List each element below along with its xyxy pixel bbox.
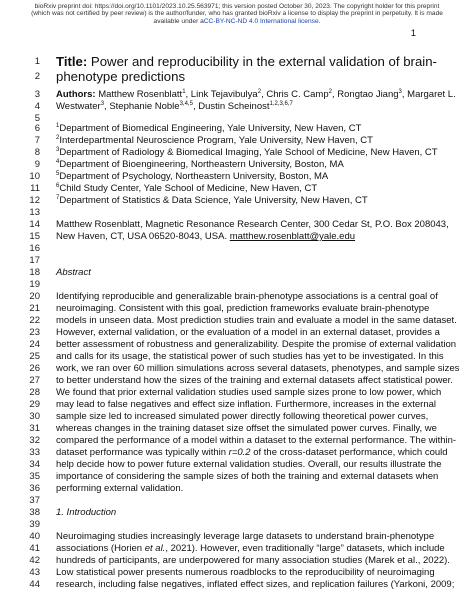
line-number: 40 [29, 531, 40, 542]
paper-title-line: phenotype predictions [56, 69, 186, 84]
line-number: 38 [29, 507, 40, 518]
line-number: 37 [29, 495, 40, 506]
line-number: 12 [29, 195, 40, 206]
affiliation: $^4$Department of Bioengineering, Northeastern University, Boston, MA [56, 158, 344, 170]
affiliation: $^3$Department of Radiology & Biomedical Imaging, Yale School of Medicine, New Haven, CT [56, 146, 438, 158]
body-text-line: whereas changes in the training dataset size offset the simulated power curves. Finally, we [56, 423, 437, 434]
body-text-line: and calls for its usage, the statistical power of such studies has yet to be investigated. In this [56, 351, 444, 362]
body-text-line: may lead to false negatives and effect size inflation. Furthermore, increases in the external [56, 399, 437, 410]
line-number: 5 [34, 113, 40, 124]
line-number: 10 [29, 171, 40, 182]
body-text-line: compared the performance of a model within a dataset to the external performance. The within- [56, 435, 457, 446]
line-number: 33 [29, 447, 40, 458]
line-number: 26 [29, 363, 40, 374]
line-number: 11 [30, 183, 40, 194]
line-number: 31 [29, 423, 40, 434]
author-list-line: Authors: Matthew Rosenblatt$^1$, Link Tejavibulya$^2$, Chris C. Camp$^2$, Rongtao Jiang$^3$, Margaret L. [56, 88, 456, 100]
line-number: 34 [29, 459, 40, 470]
affiliation: $^5$Department of Psychology, Northeastern University, Boston, MA [56, 170, 329, 182]
line-number: 20 [29, 291, 40, 302]
preprint-notice [0, 3, 474, 25]
line-number: 3 [34, 89, 40, 100]
line-number: 32 [29, 435, 40, 446]
line-number: 4 [34, 101, 40, 112]
line-number: 28 [29, 387, 40, 398]
paper-title-line: Title: Power and reproducibility in the external validation of brain- [56, 54, 437, 69]
body-text-line: research, including false negatives, inflated effect sizes, and replication failures (Yarkoni, 2009; [56, 579, 455, 590]
affiliation: $^7$Department of Statistics & Data Science, Yale University, New Haven, CT [56, 194, 368, 206]
line-number: 13 [29, 207, 40, 218]
affiliation: $^6$Child Study Center, Yale School of Medicine, New Haven, CT [56, 182, 318, 194]
license-link[interactable]: CC-BY-NC-ND 4.0 International license [203, 17, 319, 25]
body-text-line: importance of considering the sample sizes of both the training and external datasets when [56, 471, 439, 482]
line-number: 27 [29, 375, 40, 386]
line-number: 30 [29, 411, 40, 422]
body-text-line: We found that prior external validation studies used sample sizes prone to low power, which [56, 387, 442, 398]
line-number: 23 [29, 327, 40, 338]
line-number: 1 [34, 56, 40, 67]
preprint-notice-line1: bioRxiv preprint doi: https://doi.org/10.1101/2023.10.25.563971; this version posted October 30, 2023. The copyright holder for this preprint [34, 3, 440, 10]
line-number: 8 [34, 147, 40, 158]
body-text-line: hundreds of participants, are underpowered for many association studies (Marek et al., 2022). [56, 555, 450, 566]
line-number: 16 [29, 243, 40, 254]
body-text-line: work, we ran over 60 million simulations across several datasets, phenotypes, and sample sizes [56, 363, 460, 374]
line-number: 36 [29, 483, 40, 494]
page-number: 1 [410, 28, 416, 39]
line-number: 19 [29, 279, 40, 290]
body-text-line: performing external validation. [56, 483, 184, 494]
line-number: 18 [29, 267, 40, 278]
line-number: 35 [29, 471, 40, 482]
line-number: 24 [29, 339, 40, 350]
line-number: 21 [29, 303, 40, 314]
line-number: 41 [29, 543, 40, 554]
preprint-notice-line2: (which was not certified by peer review) is the author/funder, who has granted bioRxiv a license to display the preprint in perpetuity. It is made [31, 10, 443, 18]
line-number: 43 [29, 567, 40, 578]
line-number: 22 [29, 315, 40, 326]
line-number: 7 [34, 135, 40, 146]
preprint-notice-line3: available under aCC-BY-NC-ND 4.0 International license. [153, 17, 321, 25]
body-text-line: Matthew Rosenblatt, Magnetic Resonance Research Center, 300 Cedar St, P.O. Box 208043, [56, 219, 449, 230]
body-text-line: better assessment of robustness and generalizability. Despite the promise of external validation [56, 339, 457, 350]
body-text-line: Neuroimaging studies increasingly leverage large datasets to understand brain-phenotype [56, 531, 435, 542]
correspondence-line: New Haven, CT, USA 06520-8043, USA. matthew.rosenblatt@yale.edu [56, 231, 356, 242]
body-text-line: However, external validation, or the evaluation of a model in an external dataset, provides a [56, 327, 440, 338]
line-number: 17 [29, 255, 40, 266]
section-heading: Abstract [56, 267, 91, 278]
line-number: 6 [34, 123, 40, 134]
line-number: 42 [29, 555, 40, 566]
body-text-line: associations (Horien et al., 2021). However, even traditionally “large” datasets, which include [56, 543, 445, 554]
line-number: 39 [29, 519, 40, 530]
body-text-line: models in unseen data. Most prediction studies train and evaluate a model in the same dataset. [56, 315, 457, 326]
author-list-line: Westwater$^3$, Stephanie Noble$^{3,4,5}$, Dustin Scheinost$^{1,2,3,6,7}$ [56, 100, 293, 112]
line-number: 44 [29, 579, 40, 590]
affiliation: $^1$Department of Biomedical Engineering, Yale University, New Haven, CT [56, 122, 362, 134]
line-number: 15 [29, 231, 40, 242]
body-text-line: sample size led to increased simulated power directly following theoretical power curves, [56, 411, 429, 422]
body-text-line: Low statistical power presents numerous roadblocks to the reproducibility of neuroimaging [56, 567, 435, 578]
body-text-line: dataset performance was typically within r=0.2 of the cross-dataset performance, which could [56, 447, 448, 458]
line-number: 9 [34, 159, 40, 170]
section-heading: 1. Introduction [56, 507, 117, 518]
line-number: 2 [34, 71, 40, 82]
body-text-line: neuroimaging. Consistent with this goal, prediction frameworks evaluate brain-phenotype [56, 303, 430, 314]
line-number: 25 [29, 351, 40, 362]
affiliation: $^2$Interdepartmental Neuroscience Program, Yale University, New Haven, CT [56, 134, 373, 146]
email-link[interactable]: matthew.rosenblatt@yale.edu [229, 231, 356, 242]
line-number: 14 [29, 219, 40, 230]
body-text-line: Identifying reproducible and generalizable brain-phenotype associations is a central goal of [56, 291, 438, 302]
body-text-line: help decide how to power future external validation studies. Overall, our results illustrate the [56, 459, 442, 470]
body-text-line: to better understand how the sizes of the training and external datasets affect statistical power. [56, 375, 453, 386]
line-number: 29 [29, 399, 40, 410]
